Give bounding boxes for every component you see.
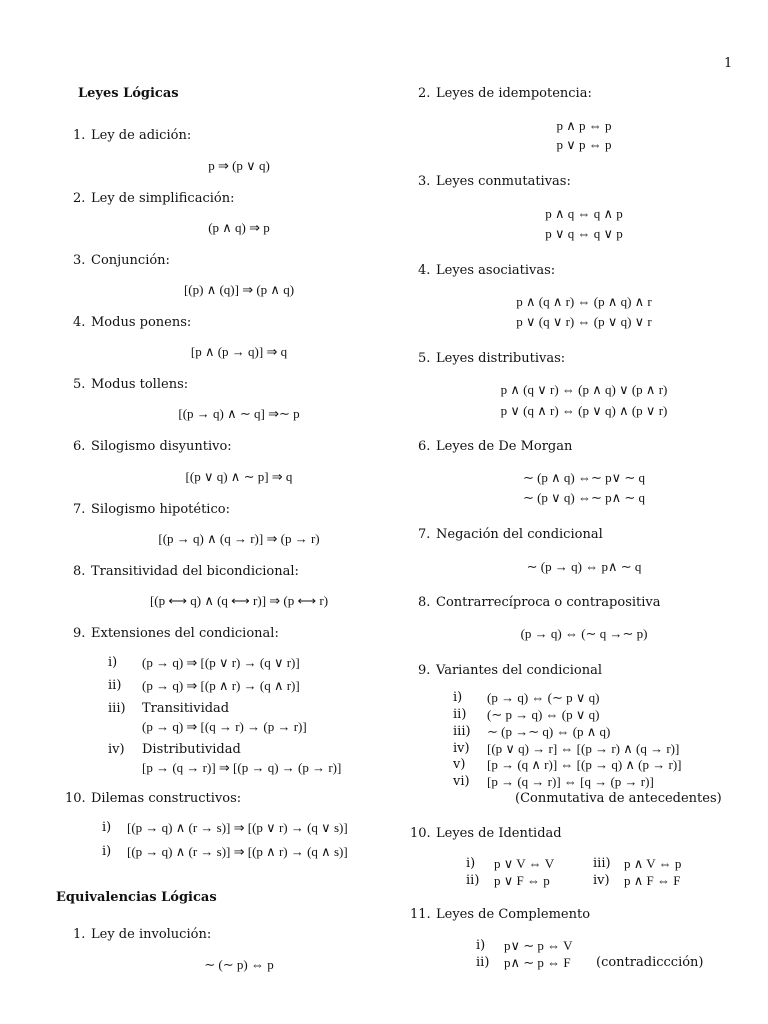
sub-item-formula: [p → (q → r)] ⇔ [q → (p → r)]	[487, 774, 654, 789]
sub-item-label: i)	[453, 690, 463, 705]
law-number: 7.	[418, 527, 431, 542]
sub-item-label: ii)	[453, 707, 467, 722]
sub-item-formula: p ∧ F ⇔ F	[624, 873, 681, 888]
law-formula: p ∨ p ⇔ p	[556, 137, 612, 152]
law-name: Negación del condicional	[436, 527, 603, 542]
law-name: Leyes de De Morgan	[436, 439, 573, 454]
law-formula: (p → q) ⇔ (∼ q →∼ p)	[520, 626, 648, 641]
law-formula: p ∧ p ⇔ p	[556, 118, 612, 133]
law-number: 2.	[418, 86, 431, 101]
law-formula: ∼ (p ∧ q) ⇔∼ p∨ ∼ q	[522, 470, 646, 485]
law-number: 10.	[410, 826, 431, 841]
law-name: Silogismo hipotético:	[91, 502, 230, 517]
law-number: 10.	[65, 791, 86, 806]
law-name: Conjunción:	[91, 253, 170, 268]
law-name: Transitividad del bicondicional:	[91, 564, 299, 579]
law-formula: [p ∧ (p → q)] ⇒ q	[190, 344, 288, 359]
law-formula: p ∨ q ⇔ q ∨ p	[545, 226, 623, 241]
sub-item-formula: (p → q) ⇒ [(p ∨ r) → (q ∨ r)]	[142, 655, 300, 670]
sub-item-label: i)	[108, 655, 118, 670]
law-formula: [(p ⟷ q) ∧ (q ⟷ r)] ⇒ (p ⟷ r)	[149, 593, 329, 608]
law-number: 9.	[418, 663, 431, 678]
law-number: 3.	[73, 253, 86, 268]
sub-item-label: iv)	[108, 742, 125, 757]
law-name: Ley de adición:	[91, 128, 192, 143]
sub-item-label: v)	[453, 757, 466, 772]
sub-item-formula: p∧ ∼ p ⇔ F	[504, 955, 571, 970]
law-number: 6.	[73, 439, 86, 454]
law-number: 4.	[418, 263, 431, 278]
law-name: Leyes de Identidad	[436, 826, 562, 841]
law-formula: [(p → q) ∧ (q → r)] ⇒ (p → r)	[158, 531, 320, 546]
law-number: 3.	[418, 174, 431, 189]
sub-item-formula: (p → q) ⇔ (∼ p ∨ q)	[487, 690, 600, 705]
law-name: Dilemas constructivos:	[91, 791, 242, 806]
law-formula: ∼ (p ∨ q) ⇔∼ p∧ ∼ q	[522, 490, 646, 505]
variants-note: (Conmutativa de antecedentes)	[515, 791, 722, 806]
law-number: 2.	[73, 191, 86, 206]
sub-item-name: Transitividad	[142, 701, 230, 716]
law-formula: [(p ∨ q) ∧ ∼ p] ⇒ q	[185, 469, 293, 484]
law-name: Variantes del condicional	[436, 663, 602, 678]
sub-item-formula: (p → q) ⇒ [(q → r) → (p → r)]	[142, 719, 307, 734]
law-number: 8.	[73, 564, 86, 579]
sub-item-label: i)	[102, 820, 112, 835]
law-formula: ∼ (∼ p) ⇔ p	[204, 957, 274, 972]
law-formula: p ∨ (q ∧ r) ⇔ (p ∨ q) ∧ (p ∨ r)	[500, 403, 668, 418]
sub-item-formula: [(p → q) ∧ (r → s)] ⇒ [(p ∨ r) → (q ∨ s)]	[127, 820, 348, 835]
sub-item-name: Distributividad	[142, 742, 241, 757]
law-formula: [(p → q) ∧ ∼ q] ⇒∼ p	[178, 406, 300, 421]
law-formula: (p ∧ q) ⇒ p	[208, 220, 270, 235]
law-formula: p ∧ (q ∨ r) ⇔ (p ∧ q) ∨ (p ∧ r)	[500, 382, 668, 397]
law-formula: [(p) ∧ (q)] ⇒ (p ∧ q)	[183, 282, 295, 297]
sub-item-formula: p ∧ V ⇔ p	[624, 856, 682, 871]
law-number: 1.	[73, 128, 86, 143]
sub-item-label: ii)	[466, 873, 480, 888]
section-title-leyes-logicas: Leyes Lógicas	[78, 86, 179, 101]
law-number: 11.	[410, 907, 431, 922]
sub-item-label: i)	[466, 856, 476, 871]
law-name: Ley de involución:	[91, 927, 212, 942]
law-number: 7.	[73, 502, 86, 517]
section-title-equivalencias: Equivalencias Lógicas	[56, 890, 217, 905]
law-name: Silogismo disyuntivo:	[91, 439, 232, 454]
sub-item-formula: p∨ ∼ p ⇔ V	[504, 938, 573, 953]
sub-item-label: iii)	[453, 724, 471, 739]
sub-item-label: iv)	[453, 741, 470, 756]
law-number: 6.	[418, 439, 431, 454]
complement-note: (contradiccción)	[596, 955, 704, 970]
law-number: 8.	[418, 595, 431, 610]
law-name: Leyes conmutativas:	[436, 174, 571, 189]
law-number: 4.	[73, 315, 86, 330]
law-name: Modus ponens:	[91, 315, 192, 330]
law-number: 5.	[418, 351, 431, 366]
sub-item-formula: (p → q) ⇒ [(p ∧ r) → (q ∧ r)]	[142, 678, 300, 693]
law-formula: p ∧ (q ∧ r) ⇔ (p ∧ q) ∧ r	[516, 294, 652, 309]
sub-item-formula: ∼ (p →∼ q) ⇔ (p ∧ q)	[487, 724, 611, 739]
law-name: Leyes distributivas:	[436, 351, 566, 366]
sub-item-label: i)	[476, 938, 486, 953]
sub-item-label: iv)	[593, 873, 610, 888]
law-name: Contrarrecíproca o contrapositiva	[436, 595, 661, 610]
sub-item-formula: (∼ p → q) ⇔ (p ∨ q)	[487, 707, 600, 722]
sub-item-label: iii)	[108, 701, 126, 716]
sub-item-label: ii)	[108, 678, 122, 693]
law-number: 9.	[73, 626, 86, 641]
sub-item-formula: p ∨ F ⇔ p	[494, 873, 550, 888]
law-name: Leyes de idempotencia:	[436, 86, 592, 101]
page-number: 1	[724, 56, 733, 71]
sub-item-formula: [(p → q) ∧ (r → s)] ⇒ [(p ∧ r) → (q ∧ s)]	[127, 844, 348, 859]
sub-item-label: i)	[102, 844, 112, 859]
law-formula: p ∧ q ⇔ q ∧ p	[545, 206, 623, 221]
law-number: 5.	[73, 377, 86, 392]
law-formula: p ⇒ (p ∨ q)	[208, 158, 270, 173]
law-number: 1.	[73, 927, 86, 942]
law-formula: p ∨ (q ∨ r) ⇔ (p ∨ q) ∨ r	[516, 314, 652, 329]
sub-item-label: ii)	[476, 955, 490, 970]
sub-item-formula: p ∨ V ⇔ V	[494, 856, 555, 871]
law-name: Leyes de Complemento	[436, 907, 591, 922]
sub-item-label: vi)	[453, 774, 470, 789]
law-formula: ∼ (p → q) ⇔ p∧ ∼ q	[526, 559, 642, 574]
sub-item-formula: [(p ∨ q) → r] ⇔ [(p → r) ∧ (q → r)]	[487, 741, 680, 756]
sub-item-formula: [p → (q ∧ r)] ⇔ [(p → q) ∧ (p → r)]	[487, 757, 682, 772]
law-name: Modus tollens:	[91, 377, 189, 392]
law-name: Extensiones del condicional:	[91, 626, 279, 641]
sub-item-label: iii)	[593, 856, 611, 871]
sub-item-formula: [p → (q → r)] ⇒ [(p → q) → (p → r)]	[142, 760, 342, 775]
law-name: Ley de simplificación:	[91, 191, 235, 206]
law-name: Leyes asociativas:	[436, 263, 556, 278]
